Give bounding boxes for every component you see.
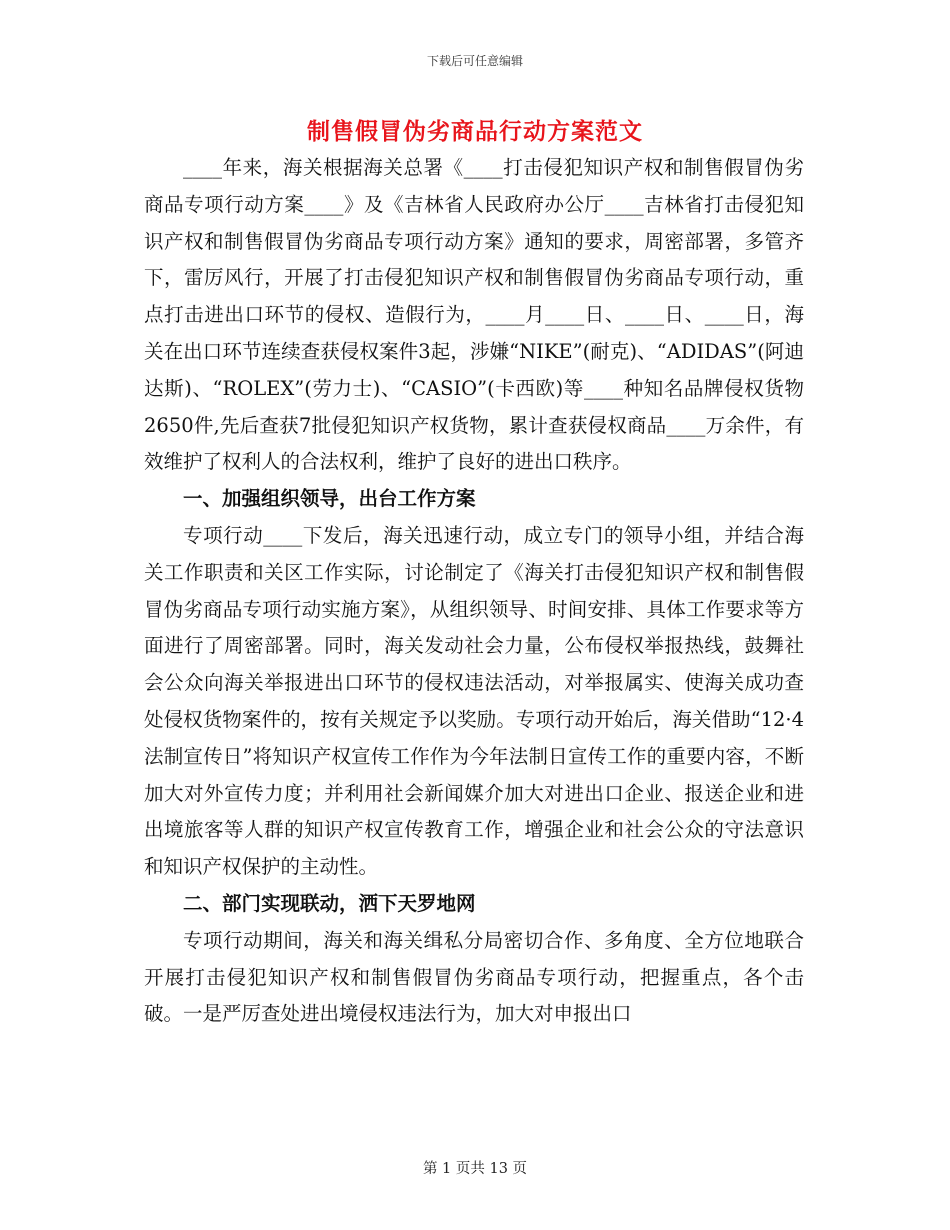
section-2-paragraph: 专项行动期间，海关和海关缉私分局密切合作、多角度、全方位地联合开展打击侵犯知识产权和制售假冒伪劣商品专项行动，把握重点，各个击破。一是严厉查处进出境侵权违法行为，加大对申报出口 [144, 928, 804, 1026]
section-1-paragraph: 专项行动____下发后，海关迅速行动，成立专门的领导小组，并结合海关工作职责和关区工作实际，讨论制定了《海关打击侵犯知识产权和制售假冒伪劣商品专项行动实施方案》，从组织领导、时间安排、具体工作要求等方面进行了周密部署。同时，海关发动社会力量，公布侵权举报热线，鼓舞社会公众向海关举报进出口环节的侵权违法活动，对举报属实、使海关成功查处侵权货物案件的，按有关规定予以奖励。专项行动开始后，海关借助“12·4法制宣传日”将知识产权宣传工作作为今年法制日宣传工作的重要内容，不断加大对外宣传力度；并利用社会新闻媒介加大对进出口企业、报送企业和进出境旅客等人群的知识产权宣传教育工作，增强企业和社会公众的守法意识和知识产权保护的主动性。 [144, 523, 804, 879]
section-1-heading: 一、加强组织领导，出台工作方案 [183, 487, 476, 511]
intro-paragraph: ____年来，海关根据海关总署《____打击侵犯知识产权和制售假冒伪劣商品专项行动方案____》及《吉林省人民政府办公厅____吉林省打击侵犯知识产权和制售假冒伪劣商品专项行动方案》通知的要求，周密部署，多管齐下，雷厉风行，开展了打击侵犯知识产权和制售假冒伪劣商品专项行动，重点打击进出口环节的侵权、造假行为，____月____日、____日、____日，海关在出口环节连续查获侵权案件3起，涉嫌“NIKE”(耐克)、“ADIDAS”(阿迪达斯)、“ROLEX”(劳力士)、“CASIO”(卡西欧)等____种知名品牌侵权货物2650件,先后查获7批侵犯知识产权货物，累计查获侵权商品____万余件，有效维护了权利人的合法权利，维护了良好的进出口秩序。 [144, 156, 804, 474]
document-title: 制售假冒伪劣商品行动方案范文 [307, 118, 643, 145]
page-number: 第 1 页共 13 页 [422, 1161, 528, 1177]
document-body [144, 150, 804, 1033]
header-note: 下载后可任意编辑 [426, 54, 523, 68]
section-2-heading: 二、部门实现联动，洒下天罗地网 [183, 891, 476, 915]
